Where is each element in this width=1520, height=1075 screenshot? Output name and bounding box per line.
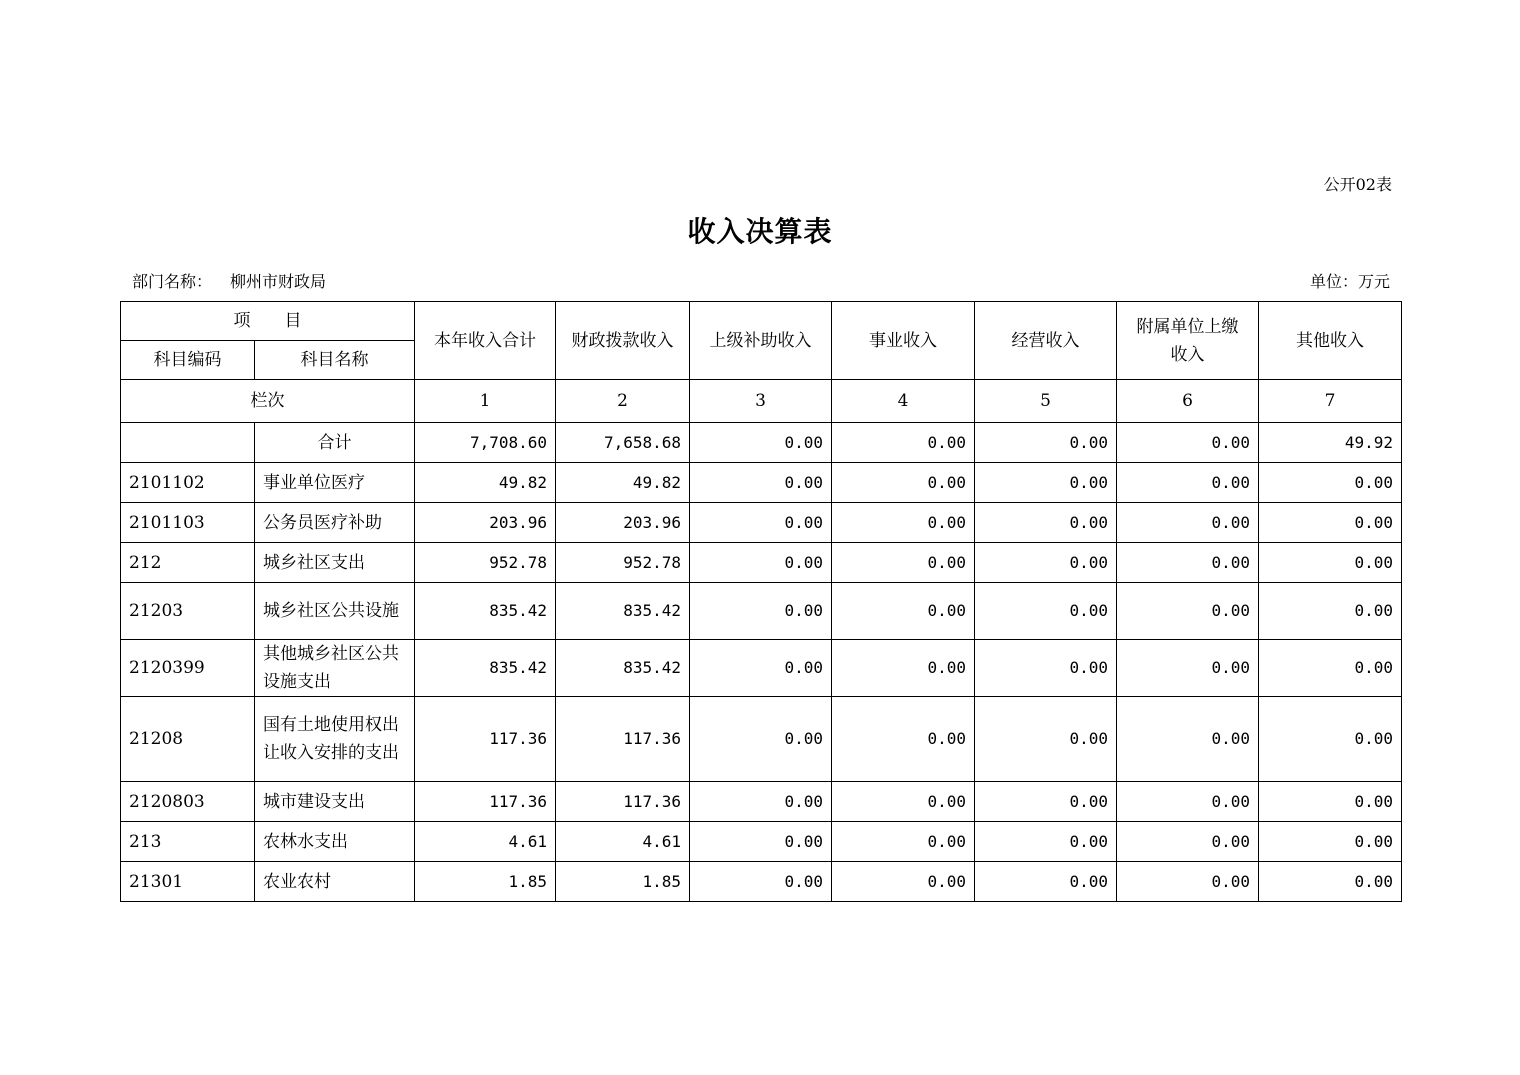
amount-cell: 0.00: [1259, 822, 1402, 862]
amount-cell: 203.96: [556, 503, 690, 543]
amount-cell: 0.00: [975, 697, 1117, 782]
total-label: 合计: [255, 423, 415, 463]
department-name: 柳州市财政局: [230, 272, 327, 291]
total-value: 7,708.60: [415, 423, 556, 463]
unit-label: 单位：万元: [1309, 272, 1390, 291]
department-label: 部门名称：: [132, 272, 213, 291]
department: [132, 269, 326, 292]
amount-cell: 0.00: [690, 463, 832, 503]
amount-cell: 0.00: [832, 583, 975, 640]
column-header: 财政拨款收入: [556, 302, 690, 380]
amount-cell: 0.00: [832, 543, 975, 583]
total-value: 0.00: [1117, 423, 1259, 463]
amount-cell: 0.00: [690, 503, 832, 543]
amount-cell: 0.00: [975, 782, 1117, 822]
table-row: [121, 697, 1402, 782]
header-row-1: [121, 302, 1402, 341]
subject-name: 城市建设支出: [255, 782, 415, 822]
form-number: 公开02表: [1323, 175, 1392, 194]
subject-code: 212: [121, 543, 255, 583]
amount-cell: 1.85: [415, 862, 556, 902]
column-index: 1: [415, 380, 556, 423]
amount-cell: 0.00: [1259, 862, 1402, 902]
total-row: [121, 423, 1402, 463]
amount-cell: 0.00: [1259, 782, 1402, 822]
table-row: [121, 782, 1402, 822]
column-index: 5: [975, 380, 1117, 423]
amount-cell: 0.00: [690, 583, 832, 640]
table-row: [121, 862, 1402, 902]
code-header: 科目编码: [121, 341, 255, 380]
column-index-label: 栏次: [121, 380, 415, 423]
amount-cell: 203.96: [415, 503, 556, 543]
amount-cell: 0.00: [1117, 503, 1259, 543]
page-title: 收入决算表: [687, 215, 833, 248]
amount-cell: 0.00: [690, 822, 832, 862]
table-row: [121, 822, 1402, 862]
amount-cell: 0.00: [1259, 697, 1402, 782]
amount-cell: 117.36: [556, 697, 690, 782]
amount-cell: 0.00: [1117, 463, 1259, 503]
amount-cell: 117.36: [415, 697, 556, 782]
amount-cell: 0.00: [1117, 543, 1259, 583]
amount-cell: 117.36: [556, 782, 690, 822]
subject-code: 21203: [121, 583, 255, 640]
subject-name: 城乡社区支出: [255, 543, 415, 583]
total-code-cell: [121, 423, 255, 463]
amount-cell: 0.00: [1259, 503, 1402, 543]
amount-cell: 835.42: [415, 640, 556, 697]
amount-cell: 0.00: [1259, 463, 1402, 503]
amount-cell: 0.00: [690, 782, 832, 822]
total-value: 0.00: [832, 423, 975, 463]
amount-cell: 0.00: [1117, 822, 1259, 862]
column-index: 3: [690, 380, 832, 423]
amount-cell: 952.78: [556, 543, 690, 583]
subject-name: 农林水支出: [255, 822, 415, 862]
amount-cell: 117.36: [415, 782, 556, 822]
amount-cell: 0.00: [1117, 640, 1259, 697]
table-row: [121, 583, 1402, 640]
column-index: 2: [556, 380, 690, 423]
table-row: [121, 543, 1402, 583]
amount-cell: 49.82: [415, 463, 556, 503]
amount-cell: 0.00: [690, 697, 832, 782]
amount-cell: 0.00: [975, 463, 1117, 503]
amount-cell: 0.00: [690, 543, 832, 583]
amount-cell: 0.00: [975, 583, 1117, 640]
amount-cell: 4.61: [556, 822, 690, 862]
subject-name: 城乡社区公共设施: [255, 583, 415, 640]
amount-cell: 0.00: [832, 463, 975, 503]
amount-cell: 0.00: [1117, 583, 1259, 640]
column-index: 4: [832, 380, 975, 423]
amount-cell: 0.00: [832, 697, 975, 782]
amount-cell: 4.61: [415, 822, 556, 862]
subject-code: 2120399: [121, 640, 255, 697]
amount-cell: 835.42: [556, 640, 690, 697]
amount-cell: 0.00: [1259, 583, 1402, 640]
column-header: 其他收入: [1259, 302, 1402, 380]
subject-name: 国有土地使用权出让收入安排的支出: [255, 697, 415, 782]
amount-cell: 835.42: [415, 583, 556, 640]
total-value: 0.00: [690, 423, 832, 463]
amount-cell: 0.00: [1117, 697, 1259, 782]
amount-cell: 0.00: [975, 822, 1117, 862]
amount-cell: 0.00: [690, 640, 832, 697]
subject-code: 21301: [121, 862, 255, 902]
name-header: 科目名称: [255, 341, 415, 380]
amount-cell: 49.82: [556, 463, 690, 503]
table-row: [121, 503, 1402, 543]
subject-name: 其他城乡社区公共设施支出: [255, 640, 415, 697]
table-row: [121, 640, 1402, 697]
subject-name: 农业农村: [255, 862, 415, 902]
column-index: 7: [1259, 380, 1402, 423]
subject-code: 21208: [121, 697, 255, 782]
amount-cell: 0.00: [690, 862, 832, 902]
item-header: 项 目: [121, 302, 415, 341]
total-value: 0.00: [975, 423, 1117, 463]
column-header: 事业收入: [832, 302, 975, 380]
amount-cell: 0.00: [832, 862, 975, 902]
amount-cell: 952.78: [415, 543, 556, 583]
subject-code: 2120803: [121, 782, 255, 822]
subject-code: 213: [121, 822, 255, 862]
column-header: 经营收入: [975, 302, 1117, 380]
amount-cell: 0.00: [832, 503, 975, 543]
amount-cell: 0.00: [1117, 862, 1259, 902]
table-row: [121, 463, 1402, 503]
amount-cell: 0.00: [975, 862, 1117, 902]
income-table: [120, 301, 1402, 902]
amount-cell: 0.00: [1259, 640, 1402, 697]
column-header: 附属单位上缴收入: [1117, 302, 1259, 380]
amount-cell: 0.00: [975, 640, 1117, 697]
column-header: 本年收入合计: [415, 302, 556, 380]
subject-code: 2101102: [121, 463, 255, 503]
amount-cell: 0.00: [975, 503, 1117, 543]
column-index: 6: [1117, 380, 1259, 423]
total-value: 7,658.68: [556, 423, 690, 463]
amount-cell: 835.42: [556, 583, 690, 640]
total-value: 49.92: [1259, 423, 1402, 463]
column-header: 上级补助收入: [690, 302, 832, 380]
amount-cell: 0.00: [975, 543, 1117, 583]
amount-cell: 0.00: [1117, 782, 1259, 822]
subject-code: 2101103: [121, 503, 255, 543]
subject-name: 事业单位医疗: [255, 463, 415, 503]
amount-cell: 0.00: [1259, 543, 1402, 583]
amount-cell: 1.85: [556, 862, 690, 902]
amount-cell: 0.00: [832, 640, 975, 697]
column-index-row: [121, 380, 1402, 423]
subject-name: 公务员医疗补助: [255, 503, 415, 543]
amount-cell: 0.00: [832, 782, 975, 822]
amount-cell: 0.00: [832, 822, 975, 862]
